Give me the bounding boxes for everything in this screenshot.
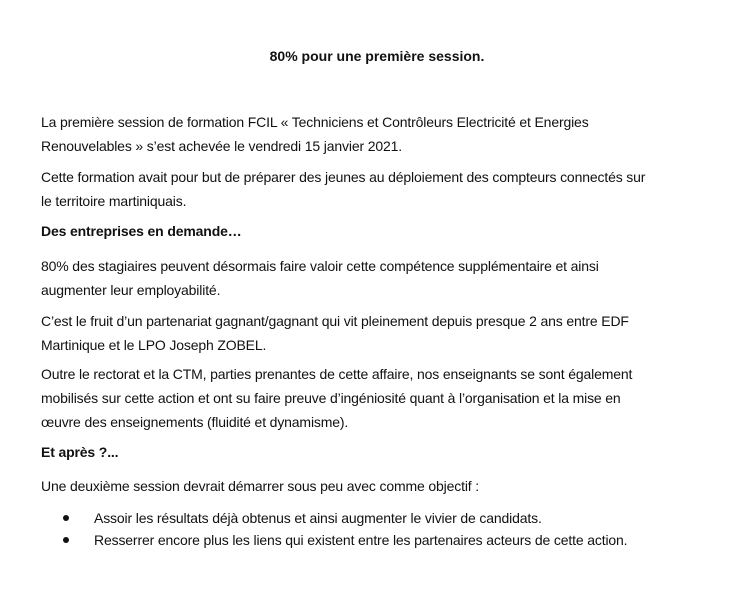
bullet-text: Assoir les résultats déjà obtenus et ainsi augmenter le vivier de candidats. xyxy=(94,510,542,526)
paragraph-intro xyxy=(41,110,731,158)
paragraph-line: Martinique et le LPO Joseph ZOBEL. xyxy=(41,337,267,353)
paragraph-teachers xyxy=(41,362,731,434)
paragraph-line: Renouvelables » s’est achevée le vendredi 15 janvier 2021. xyxy=(41,138,402,154)
paragraph-partnership xyxy=(41,309,731,357)
paragraph-line: Outre le rectorat et la CTM, parties prenantes de cette affaire, nos enseignants se sont également xyxy=(41,366,633,382)
bullet-icon xyxy=(63,515,69,521)
paragraph-line: 80% des stagiaires peuvent désormais faire valoir cette compétence supplémentaire et ainsi xyxy=(41,258,599,274)
paragraph-purpose xyxy=(41,165,731,213)
paragraph-line: C’est le fruit d’un partenariat gagnant/gagnant qui vit pleinement depuis presque 2 ans entre EDF xyxy=(41,313,629,329)
paragraph-line: mobilisés sur cette action et ont su faire preuve d’ingéniosité quant à l’organisation et la mise en xyxy=(41,390,621,406)
paragraph-line: La première session de formation FCIL « Techniciens et Contrôleurs Electricité et Energies xyxy=(41,114,589,130)
document-title: 80% pour une première session. xyxy=(269,48,485,64)
bullet-text: Resserrer encore plus les liens qui existent entre les partenaires acteurs de cette action. xyxy=(94,532,628,548)
paragraph-line: œuvre des enseignements (fluidité et dynamisme). xyxy=(41,414,349,430)
heading-next: Et après ?... xyxy=(41,444,119,460)
paragraph-line: augmenter leur employabilité. xyxy=(41,282,221,298)
bullet-icon xyxy=(63,537,69,543)
heading-demand: Des entreprises en demande… xyxy=(41,223,242,239)
paragraph-line: Cette formation avait pour but de préparer des jeunes au déploiement des compteurs connectés sur xyxy=(41,169,646,185)
paragraph-line: le territoire martiniquais. xyxy=(41,193,187,209)
paragraph-results xyxy=(41,254,731,302)
paragraph-next-session: Une deuxième session devrait démarrer sous peu avec comme objectif : xyxy=(41,478,480,494)
